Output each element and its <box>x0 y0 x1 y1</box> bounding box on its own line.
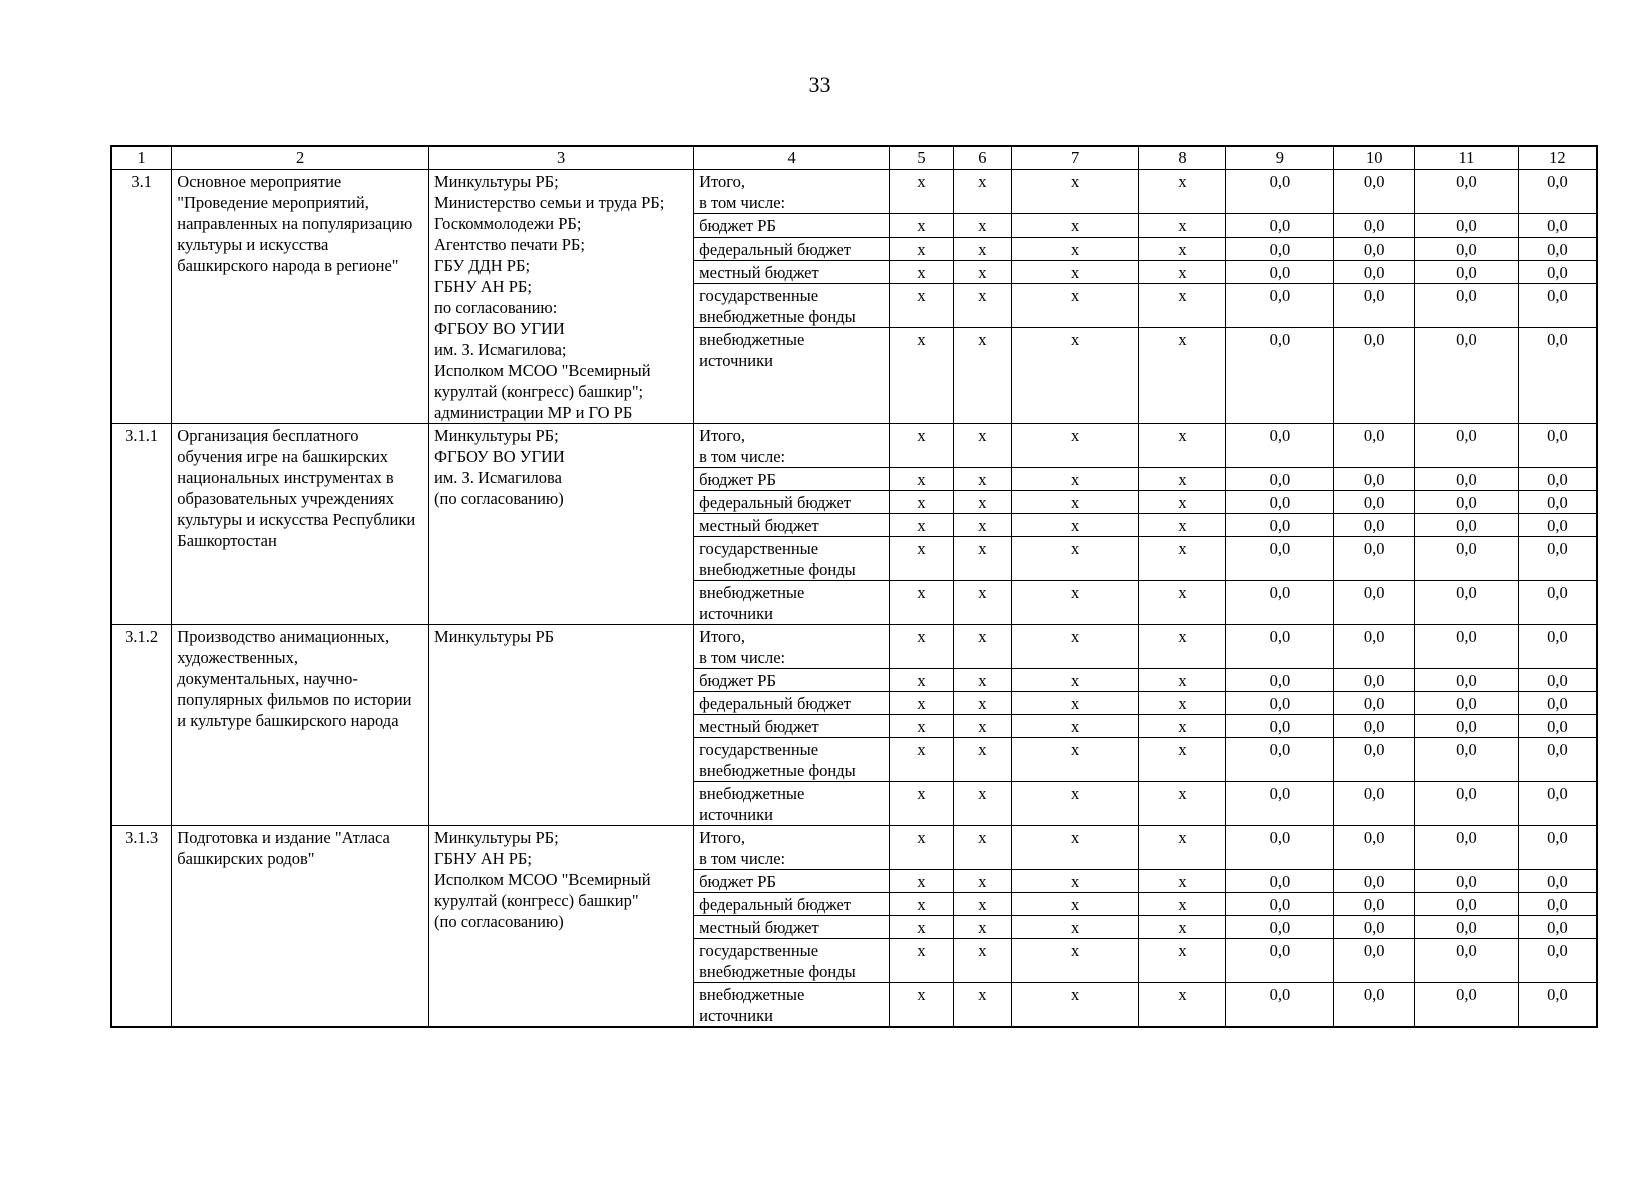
value-cell: 0,0 <box>1226 870 1334 893</box>
value-cell: 0,0 <box>1226 939 1334 983</box>
funding-source: внебюджетные источники <box>694 328 890 424</box>
funding-source: местный бюджет <box>694 514 890 537</box>
x-mark-cell: x <box>1139 782 1226 826</box>
x-mark-cell: x <box>890 916 954 939</box>
column-number: 7 <box>1011 146 1139 170</box>
value-cell: 0,0 <box>1415 738 1519 782</box>
row-code: 3.1 <box>111 170 172 424</box>
x-mark-cell: x <box>890 514 954 537</box>
x-mark-cell: x <box>890 715 954 738</box>
x-mark-cell: x <box>1139 328 1226 424</box>
value-cell: 0,0 <box>1226 692 1334 715</box>
x-mark-cell: x <box>1139 738 1226 782</box>
value-cell: 0,0 <box>1415 916 1519 939</box>
x-mark-cell: x <box>954 491 1012 514</box>
value-cell: 0,0 <box>1518 782 1597 826</box>
value-cell: 0,0 <box>1518 214 1597 237</box>
x-mark-cell: x <box>1011 581 1139 625</box>
funding-source: бюджет РБ <box>694 669 890 692</box>
funding-source: государственные внебюджетные фонды <box>694 283 890 327</box>
value-cell: 0,0 <box>1226 514 1334 537</box>
x-mark-cell: x <box>1139 214 1226 237</box>
value-cell: 0,0 <box>1334 260 1415 283</box>
funding-source: Итого, в том числе: <box>694 170 890 214</box>
value-cell: 0,0 <box>1334 893 1415 916</box>
x-mark-cell: x <box>1139 170 1226 214</box>
x-mark-cell: x <box>1011 237 1139 260</box>
column-number-row <box>111 146 1597 170</box>
x-mark-cell: x <box>954 826 1012 870</box>
x-mark-cell: x <box>1011 939 1139 983</box>
value-cell: 0,0 <box>1226 738 1334 782</box>
funding-source: внебюджетные источники <box>694 581 890 625</box>
x-mark-cell: x <box>1139 283 1226 327</box>
x-mark-cell: x <box>1139 692 1226 715</box>
x-mark-cell: x <box>1139 715 1226 738</box>
x-mark-cell: x <box>954 283 1012 327</box>
x-mark-cell: x <box>890 893 954 916</box>
value-cell: 0,0 <box>1415 715 1519 738</box>
table-row <box>111 170 1597 214</box>
value-cell: 0,0 <box>1334 916 1415 939</box>
value-cell: 0,0 <box>1226 491 1334 514</box>
value-cell: 0,0 <box>1226 983 1334 1028</box>
funding-source: государственные внебюджетные фонды <box>694 537 890 581</box>
funding-source: внебюджетные источники <box>694 782 890 826</box>
row-executor: Минкультуры РБ <box>429 625 694 826</box>
funding-source: внебюджетные источники <box>694 983 890 1028</box>
x-mark-cell: x <box>954 581 1012 625</box>
x-mark-cell: x <box>954 939 1012 983</box>
value-cell: 0,0 <box>1518 715 1597 738</box>
value-cell: 0,0 <box>1334 328 1415 424</box>
value-cell: 0,0 <box>1518 537 1597 581</box>
value-cell: 0,0 <box>1415 782 1519 826</box>
x-mark-cell: x <box>1011 870 1139 893</box>
x-mark-cell: x <box>890 983 954 1028</box>
value-cell: 0,0 <box>1518 328 1597 424</box>
row-name: Подготовка и издание "Атласа башкирских родов" <box>172 826 429 1028</box>
x-mark-cell: x <box>890 581 954 625</box>
value-cell: 0,0 <box>1415 692 1519 715</box>
value-cell: 0,0 <box>1334 283 1415 327</box>
x-mark-cell: x <box>1139 514 1226 537</box>
value-cell: 0,0 <box>1334 581 1415 625</box>
row-executor: Минкультуры РБ; ФГБОУ ВО УГИИ им. З. Исмагилова (по согласованию) <box>429 424 694 625</box>
x-mark-cell: x <box>1011 893 1139 916</box>
x-mark-cell: x <box>954 692 1012 715</box>
value-cell: 0,0 <box>1415 625 1519 669</box>
value-cell: 0,0 <box>1518 826 1597 870</box>
value-cell: 0,0 <box>1334 625 1415 669</box>
x-mark-cell: x <box>1139 625 1226 669</box>
column-number: 1 <box>111 146 172 170</box>
value-cell: 0,0 <box>1226 328 1334 424</box>
x-mark-cell: x <box>1011 669 1139 692</box>
x-mark-cell: x <box>1139 983 1226 1028</box>
value-cell: 0,0 <box>1334 214 1415 237</box>
value-cell: 0,0 <box>1518 893 1597 916</box>
funding-source: Итого, в том числе: <box>694 826 890 870</box>
value-cell: 0,0 <box>1334 738 1415 782</box>
value-cell: 0,0 <box>1334 692 1415 715</box>
x-mark-cell: x <box>1139 669 1226 692</box>
value-cell: 0,0 <box>1415 537 1519 581</box>
value-cell: 0,0 <box>1226 237 1334 260</box>
x-mark-cell: x <box>1139 424 1226 468</box>
funding-source: Итого, в том числе: <box>694 625 890 669</box>
value-cell: 0,0 <box>1334 237 1415 260</box>
column-number: 8 <box>1139 146 1226 170</box>
value-cell: 0,0 <box>1334 424 1415 468</box>
funding-source: местный бюджет <box>694 715 890 738</box>
x-mark-cell: x <box>954 870 1012 893</box>
x-mark-cell: x <box>1139 537 1226 581</box>
x-mark-cell: x <box>954 170 1012 214</box>
value-cell: 0,0 <box>1518 514 1597 537</box>
x-mark-cell: x <box>890 170 954 214</box>
x-mark-cell: x <box>1139 826 1226 870</box>
column-number: 6 <box>954 146 1012 170</box>
value-cell: 0,0 <box>1415 283 1519 327</box>
x-mark-cell: x <box>954 893 1012 916</box>
x-mark-cell: x <box>1011 983 1139 1028</box>
funding-source: федеральный бюджет <box>694 692 890 715</box>
row-code: 3.1.1 <box>111 424 172 625</box>
x-mark-cell: x <box>890 237 954 260</box>
row-name: Организация бесплатного обучения игре на башкирских национальных инструментах в образовательных учреждениях культуры и искусства Республики Башкортостан <box>172 424 429 625</box>
value-cell: 0,0 <box>1415 581 1519 625</box>
value-cell: 0,0 <box>1334 782 1415 826</box>
row-code: 3.1.3 <box>111 826 172 1028</box>
x-mark-cell: x <box>890 625 954 669</box>
value-cell: 0,0 <box>1518 424 1597 468</box>
x-mark-cell: x <box>954 237 1012 260</box>
value-cell: 0,0 <box>1415 870 1519 893</box>
x-mark-cell: x <box>890 738 954 782</box>
value-cell: 0,0 <box>1518 983 1597 1028</box>
column-number: 2 <box>172 146 429 170</box>
x-mark-cell: x <box>954 983 1012 1028</box>
value-cell: 0,0 <box>1226 260 1334 283</box>
value-cell: 0,0 <box>1226 537 1334 581</box>
x-mark-cell: x <box>1011 826 1139 870</box>
x-mark-cell: x <box>1011 328 1139 424</box>
x-mark-cell: x <box>890 491 954 514</box>
value-cell: 0,0 <box>1415 939 1519 983</box>
funding-source: федеральный бюджет <box>694 893 890 916</box>
funding-source: бюджет РБ <box>694 214 890 237</box>
value-cell: 0,0 <box>1518 491 1597 514</box>
x-mark-cell: x <box>890 782 954 826</box>
row-executor: Минкультуры РБ; ГБНУ АН РБ; Исполком МСОО "Всемирный курултай (конгресс) башкир" (по согласованию) <box>429 826 694 1028</box>
value-cell: 0,0 <box>1334 870 1415 893</box>
value-cell: 0,0 <box>1518 870 1597 893</box>
value-cell: 0,0 <box>1226 214 1334 237</box>
value-cell: 0,0 <box>1226 916 1334 939</box>
row-executor: Минкультуры РБ; Министерство семьи и труда РБ; Госкоммолодежи РБ; Агентство печати РБ; ГБУ ДДН РБ; ГБНУ АН РБ; по согласованию: ФГБОУ ВО УГИИ им. З. Исмагилова; Исполком МСОО "Всемирный курултай (конгресс) башкир"; администрации МР и ГО РБ <box>429 170 694 424</box>
value-cell: 0,0 <box>1518 738 1597 782</box>
x-mark-cell: x <box>1139 870 1226 893</box>
value-cell: 0,0 <box>1334 537 1415 581</box>
row-name: Основное мероприятие "Проведение мероприятий, направленных на популяризацию культуры и искусства башкирского народа в регионе" <box>172 170 429 424</box>
x-mark-cell: x <box>1139 916 1226 939</box>
x-mark-cell: x <box>1139 893 1226 916</box>
table-row <box>111 826 1597 870</box>
x-mark-cell: x <box>890 260 954 283</box>
value-cell: 0,0 <box>1518 283 1597 327</box>
value-cell: 0,0 <box>1415 491 1519 514</box>
x-mark-cell: x <box>1011 424 1139 468</box>
funding-source: бюджет РБ <box>694 870 890 893</box>
x-mark-cell: x <box>890 424 954 468</box>
value-cell: 0,0 <box>1415 260 1519 283</box>
value-cell: 0,0 <box>1334 669 1415 692</box>
column-number: 12 <box>1518 146 1597 170</box>
value-cell: 0,0 <box>1334 514 1415 537</box>
x-mark-cell: x <box>954 424 1012 468</box>
column-number: 5 <box>890 146 954 170</box>
column-number: 9 <box>1226 146 1334 170</box>
funding-source: федеральный бюджет <box>694 237 890 260</box>
value-cell: 0,0 <box>1415 983 1519 1028</box>
value-cell: 0,0 <box>1226 669 1334 692</box>
value-cell: 0,0 <box>1518 669 1597 692</box>
x-mark-cell: x <box>1011 782 1139 826</box>
value-cell: 0,0 <box>1518 916 1597 939</box>
value-cell: 0,0 <box>1226 424 1334 468</box>
value-cell: 0,0 <box>1334 939 1415 983</box>
x-mark-cell: x <box>890 692 954 715</box>
x-mark-cell: x <box>890 826 954 870</box>
x-mark-cell: x <box>1139 237 1226 260</box>
x-mark-cell: x <box>1011 214 1139 237</box>
value-cell: 0,0 <box>1334 983 1415 1028</box>
page-number: 33 <box>808 72 831 97</box>
value-cell: 0,0 <box>1518 581 1597 625</box>
column-number: 11 <box>1415 146 1519 170</box>
value-cell: 0,0 <box>1518 468 1597 491</box>
table-row <box>111 625 1597 669</box>
x-mark-cell: x <box>1011 283 1139 327</box>
x-mark-cell: x <box>954 514 1012 537</box>
x-mark-cell: x <box>890 328 954 424</box>
value-cell: 0,0 <box>1415 669 1519 692</box>
value-cell: 0,0 <box>1518 260 1597 283</box>
value-cell: 0,0 <box>1226 468 1334 491</box>
value-cell: 0,0 <box>1334 170 1415 214</box>
x-mark-cell: x <box>954 468 1012 491</box>
x-mark-cell: x <box>954 782 1012 826</box>
funding-source: федеральный бюджет <box>694 491 890 514</box>
x-mark-cell: x <box>1139 939 1226 983</box>
value-cell: 0,0 <box>1415 170 1519 214</box>
x-mark-cell: x <box>890 537 954 581</box>
table-row <box>111 424 1597 468</box>
x-mark-cell: x <box>1011 514 1139 537</box>
x-mark-cell: x <box>1139 468 1226 491</box>
x-mark-cell: x <box>954 328 1012 424</box>
value-cell: 0,0 <box>1226 581 1334 625</box>
x-mark-cell: x <box>1011 625 1139 669</box>
funding-source: государственные внебюджетные фонды <box>694 738 890 782</box>
value-cell: 0,0 <box>1226 283 1334 327</box>
value-cell: 0,0 <box>1334 468 1415 491</box>
value-cell: 0,0 <box>1334 491 1415 514</box>
funding-source: местный бюджет <box>694 260 890 283</box>
x-mark-cell: x <box>890 939 954 983</box>
value-cell: 0,0 <box>1415 214 1519 237</box>
x-mark-cell: x <box>954 715 1012 738</box>
x-mark-cell: x <box>890 468 954 491</box>
value-cell: 0,0 <box>1226 715 1334 738</box>
value-cell: 0,0 <box>1415 328 1519 424</box>
value-cell: 0,0 <box>1415 826 1519 870</box>
x-mark-cell: x <box>954 260 1012 283</box>
funding-source: бюджет РБ <box>694 468 890 491</box>
value-cell: 0,0 <box>1518 170 1597 214</box>
x-mark-cell: x <box>1011 170 1139 214</box>
value-cell: 0,0 <box>1415 468 1519 491</box>
value-cell: 0,0 <box>1415 893 1519 916</box>
x-mark-cell: x <box>1011 468 1139 491</box>
x-mark-cell: x <box>1011 916 1139 939</box>
x-mark-cell: x <box>1011 692 1139 715</box>
x-mark-cell: x <box>954 537 1012 581</box>
x-mark-cell: x <box>1139 491 1226 514</box>
value-cell: 0,0 <box>1226 893 1334 916</box>
x-mark-cell: x <box>1011 491 1139 514</box>
value-cell: 0,0 <box>1518 625 1597 669</box>
x-mark-cell: x <box>1139 260 1226 283</box>
x-mark-cell: x <box>890 283 954 327</box>
x-mark-cell: x <box>1011 260 1139 283</box>
value-cell: 0,0 <box>1334 826 1415 870</box>
column-number: 3 <box>429 146 694 170</box>
x-mark-cell: x <box>954 214 1012 237</box>
x-mark-cell: x <box>1139 581 1226 625</box>
value-cell: 0,0 <box>1415 424 1519 468</box>
column-number: 10 <box>1334 146 1415 170</box>
column-number: 4 <box>694 146 890 170</box>
row-code: 3.1.2 <box>111 625 172 826</box>
value-cell: 0,0 <box>1518 939 1597 983</box>
row-name: Производство анимационных, художественных, документальных, научно-популярных фильмов по истории и культуре башкирского народа <box>172 625 429 826</box>
x-mark-cell: x <box>890 214 954 237</box>
x-mark-cell: x <box>1011 738 1139 782</box>
x-mark-cell: x <box>1011 537 1139 581</box>
funding-source: государственные внебюджетные фонды <box>694 939 890 983</box>
value-cell: 0,0 <box>1334 715 1415 738</box>
value-cell: 0,0 <box>1415 514 1519 537</box>
funding-source: местный бюджет <box>694 916 890 939</box>
value-cell: 0,0 <box>1415 237 1519 260</box>
value-cell: 0,0 <box>1226 625 1334 669</box>
value-cell: 0,0 <box>1518 237 1597 260</box>
x-mark-cell: x <box>890 669 954 692</box>
x-mark-cell: x <box>890 870 954 893</box>
x-mark-cell: x <box>954 625 1012 669</box>
x-mark-cell: x <box>954 738 1012 782</box>
x-mark-cell: x <box>954 916 1012 939</box>
value-cell: 0,0 <box>1226 782 1334 826</box>
budget-table <box>110 145 1598 1028</box>
x-mark-cell: x <box>1011 715 1139 738</box>
x-mark-cell: x <box>954 669 1012 692</box>
value-cell: 0,0 <box>1226 170 1334 214</box>
funding-source: Итого, в том числе: <box>694 424 890 468</box>
value-cell: 0,0 <box>1226 826 1334 870</box>
value-cell: 0,0 <box>1518 692 1597 715</box>
